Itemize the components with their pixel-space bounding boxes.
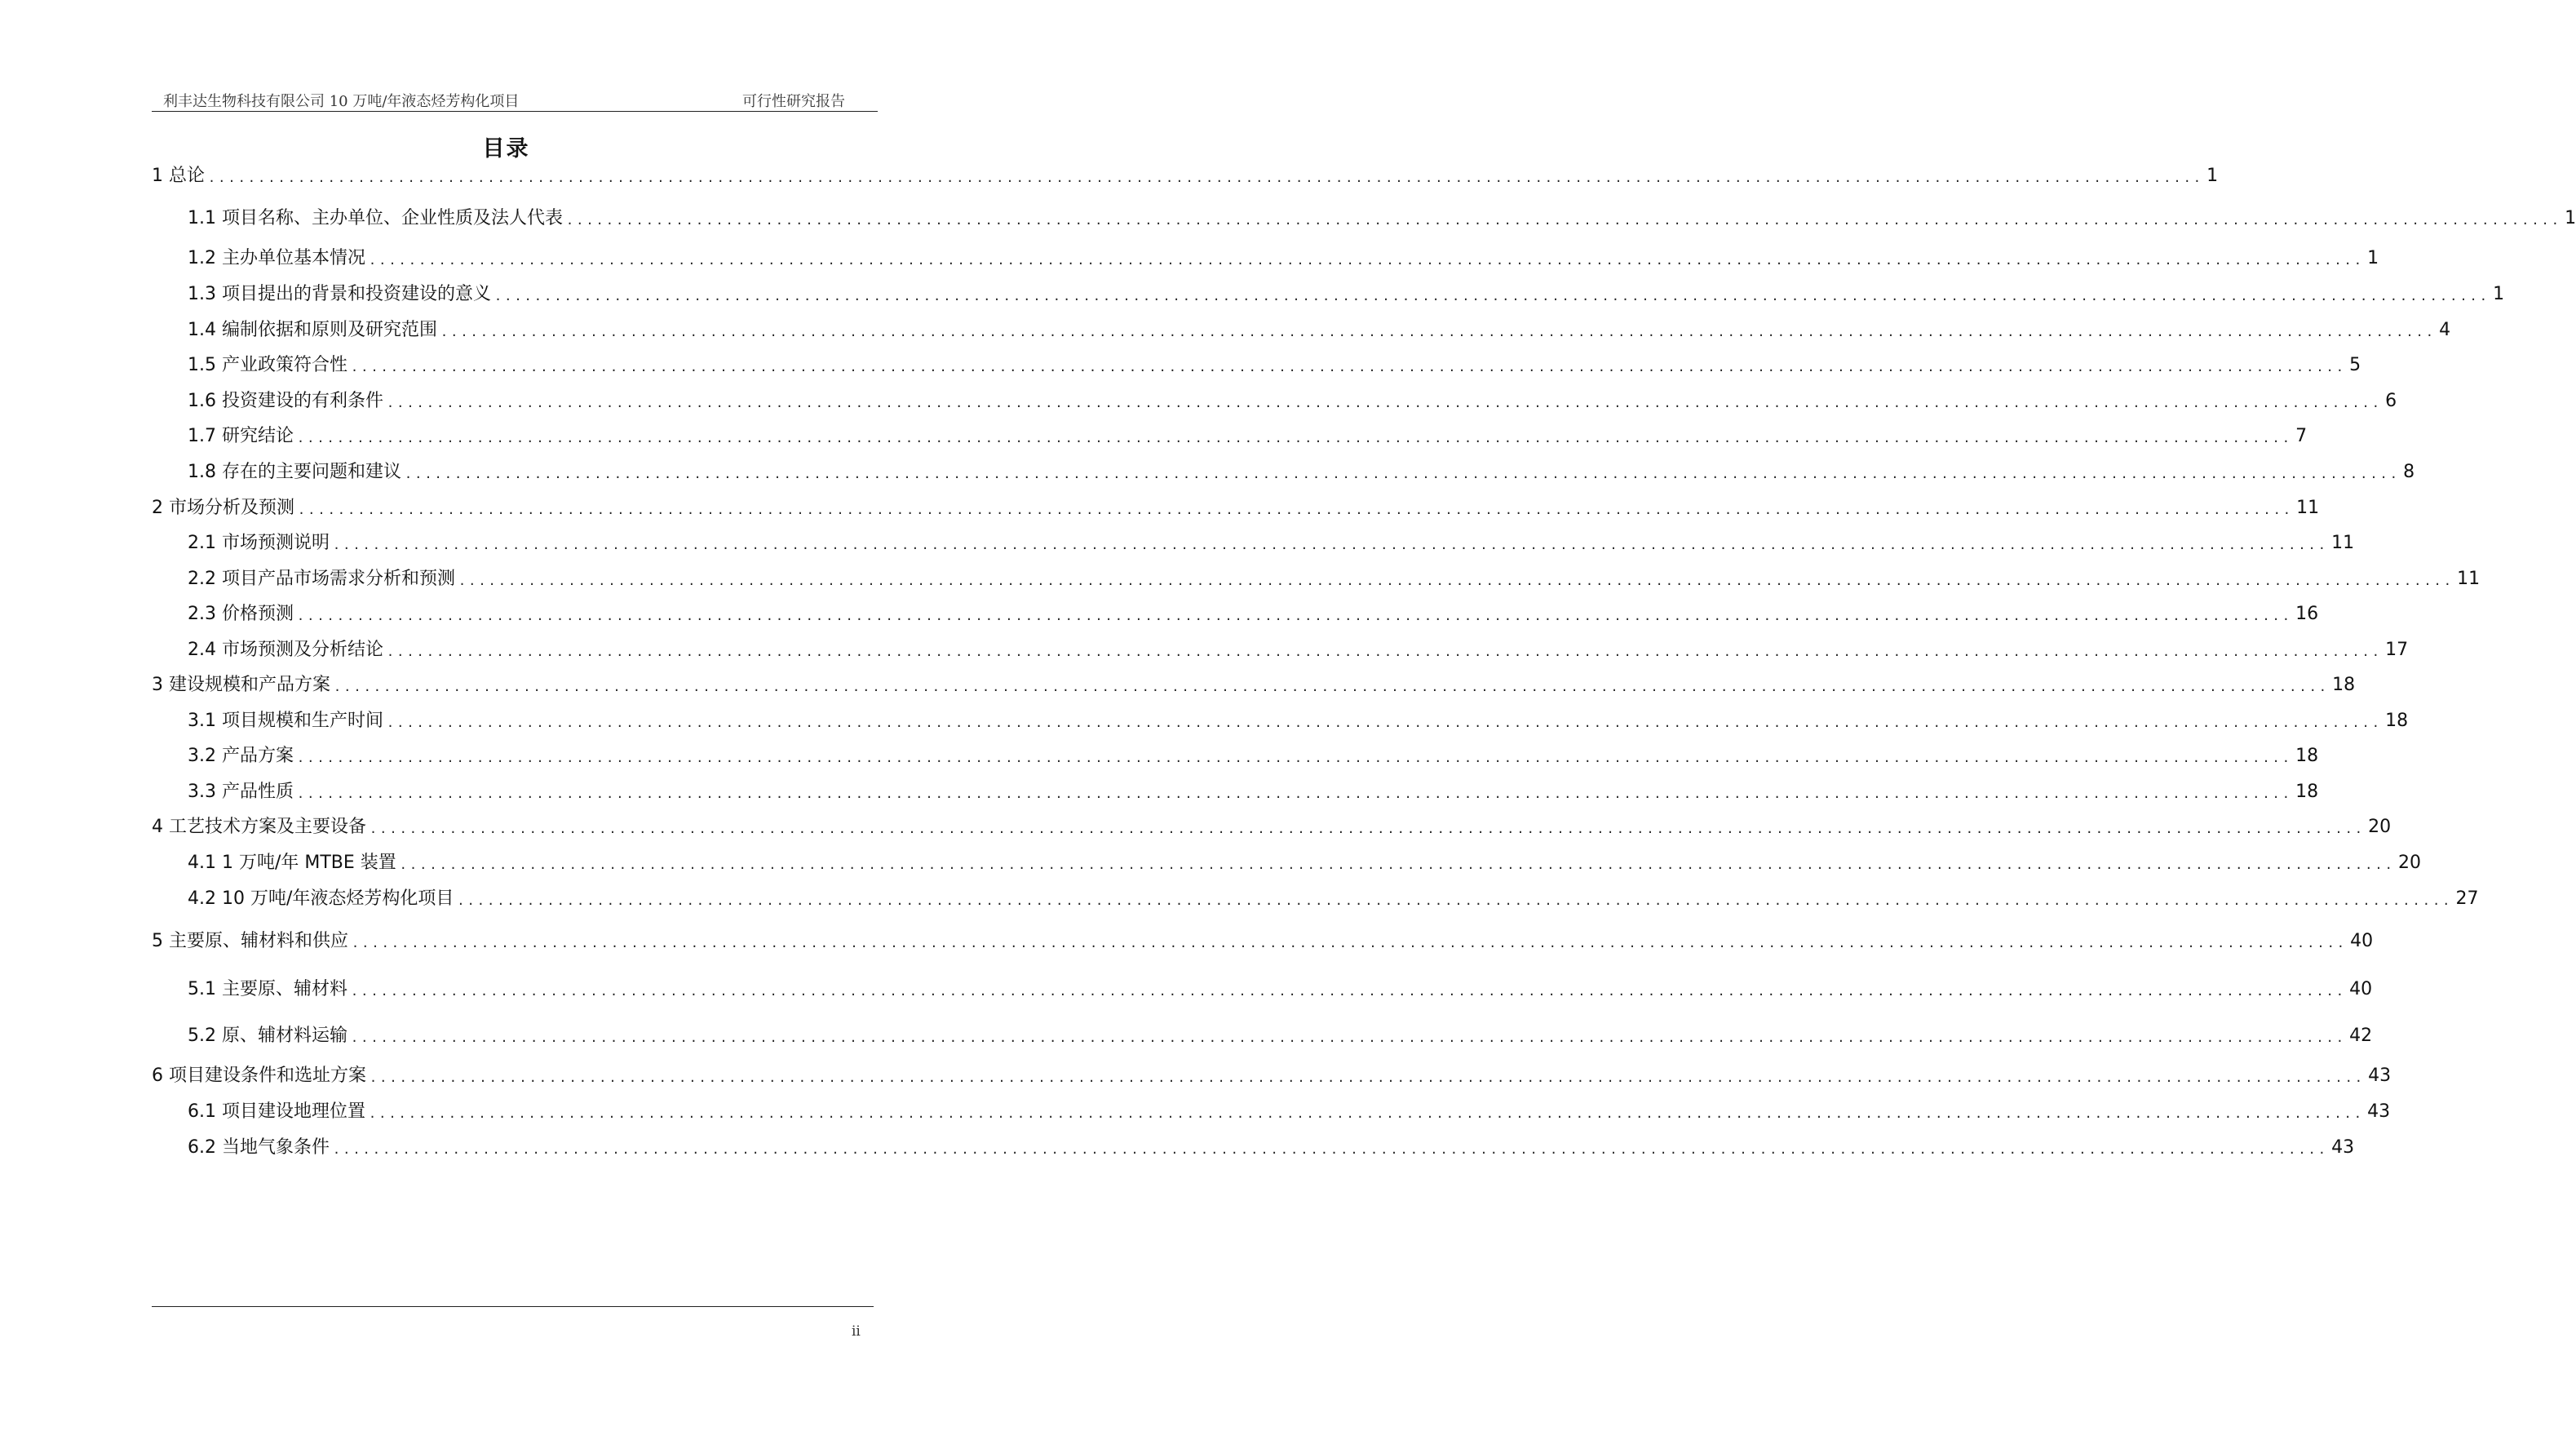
- toc-entry-page: 20: [2368, 817, 2392, 837]
- toc-entry[interactable]: [188, 281, 2505, 306]
- toc-leader-dots: ........................................................................................................................................................................................................: [386, 716, 2383, 730]
- toc-entry[interactable]: [188, 779, 2319, 804]
- toc-leader-dots: ........................................................................................................................................................................................................: [296, 751, 2293, 765]
- toc-entry[interactable]: [188, 886, 2479, 910]
- toc-entry-page: 5: [2349, 355, 2361, 375]
- toc-entry[interactable]: [188, 977, 2373, 1001]
- toc-entry[interactable]: [188, 1099, 2391, 1123]
- toc-entry-page: 11: [2457, 569, 2481, 589]
- toc-entry-label: 4.1 1 万吨/年 MTBE 装置: [188, 853, 396, 873]
- toc-entry-label: 2.4 市场预测及分析结论: [188, 640, 383, 660]
- toc-leader-dots: ........................................................................................................................................................................................................: [350, 984, 2347, 999]
- toc-entry-page: 43: [2331, 1137, 2355, 1158]
- toc-title: 目录: [482, 136, 530, 162]
- page-header: [152, 88, 878, 112]
- toc-entry[interactable]: [188, 566, 2481, 591]
- toc-entry-page: 1: [2367, 248, 2379, 268]
- toc-entry-label: 2.2 项目产品市场需求分析和预测: [188, 569, 455, 589]
- toc-entry[interactable]: [188, 206, 2576, 230]
- toc-entry-page: 4: [2439, 320, 2451, 340]
- toc-leader-dots: ........................................................................................................................................................................................................: [296, 786, 2293, 801]
- toc-leader-dots: ........................................................................................................................................................................................................: [370, 1070, 2366, 1085]
- toc-entry[interactable]: [188, 637, 2409, 662]
- toc-leader-dots: ........................................................................................................................................................................................................: [457, 893, 2453, 908]
- toc-entry[interactable]: [188, 850, 2421, 875]
- toc-entry-page: 27: [2455, 888, 2479, 909]
- toc-entry[interactable]: [188, 352, 2361, 377]
- toc-leader-dots: ........................................................................................................................................................................................................: [370, 822, 2366, 836]
- toc-entry-label: 3 建设规模和产品方案: [152, 675, 330, 695]
- toc-entry[interactable]: [188, 1135, 2355, 1159]
- toc-entry-label: 5.1 主要原、辅材料: [188, 979, 347, 999]
- toc-leader-dots: ........................................................................................................................................................................................................: [334, 680, 2330, 694]
- toc-entry-page: 1: [2493, 284, 2505, 304]
- toc-entry-label: 6.1 项目建设地理位置: [188, 1101, 365, 1122]
- toc-leader-dots: ........................................................................................................................................................................................................: [494, 289, 2490, 303]
- toc-entry-label: 5 主要原、辅材料和供应: [152, 931, 348, 951]
- toc-entry-label: 1.3 项目提出的背景和投资建设的意义: [188, 284, 491, 304]
- toc-leader-dots: ........................................................................................................................................................................................................: [332, 538, 2329, 552]
- toc-leader-dots: ........................................................................................................................................................................................................: [296, 431, 2293, 445]
- toc-entry-page: 18: [2332, 675, 2356, 695]
- toc-entry-label: 1.4 编制依据和原则及研究范围: [188, 320, 437, 340]
- toc-leader-dots: ........................................................................................................................................................................................................: [298, 503, 2294, 517]
- toc-entry[interactable]: [188, 601, 2319, 626]
- footer-divider: [152, 1306, 874, 1307]
- toc-entry-label: 1.6 投资建设的有利条件: [188, 391, 383, 411]
- toc-entry[interactable]: [188, 708, 2409, 733]
- toc-entry-page: 11: [2331, 533, 2355, 553]
- toc-entry[interactable]: [188, 530, 2355, 555]
- toc-entry-label: 2 市场分析及预测: [152, 498, 294, 518]
- toc-entry[interactable]: [152, 672, 2356, 697]
- page-number: ii: [852, 1323, 861, 1340]
- toc-entry-page: 40: [2349, 979, 2373, 999]
- toc-entry-label: 1.1 项目名称、主办单位、企业性质及法人代表: [188, 208, 563, 228]
- toc-leader-dots: ........................................................................................................................................................................................................: [399, 857, 2395, 872]
- toc-entry-label: 1 总论: [152, 166, 205, 186]
- toc-leader-dots: ........................................................................................................................................................................................................: [368, 1106, 2365, 1121]
- toc-entry[interactable]: [152, 163, 2219, 188]
- toc-entry-label: 2.3 价格预测: [188, 604, 294, 624]
- toc-entry[interactable]: [188, 246, 2379, 270]
- toc-entry-label: 2.1 市场预测说明: [188, 533, 330, 553]
- toc-entry-label: 3.3 产品性质: [188, 782, 294, 802]
- toc-entry-page: 16: [2295, 604, 2319, 624]
- toc-leader-dots: ........................................................................................................................................................................................................: [368, 253, 2365, 268]
- toc-leader-dots: ........................................................................................................................................................................................................: [208, 171, 2204, 185]
- toc-entry-label: 3.1 项目规模和生产时间: [188, 711, 383, 731]
- toc-entry[interactable]: [188, 743, 2319, 768]
- toc-entry-page: 42: [2349, 1026, 2373, 1046]
- toc-leader-dots: ........................................................................................................................................................................................................: [565, 213, 2562, 228]
- toc-leader-dots: ........................................................................................................................................................................................................: [332, 1142, 2329, 1157]
- toc-entry[interactable]: [188, 459, 2415, 484]
- toc-entry-page: 1: [2565, 208, 2576, 228]
- toc-leader-dots: ........................................................................................................................................................................................................: [458, 574, 2454, 588]
- toc-entry[interactable]: [152, 1063, 2392, 1088]
- toc-entry-label: 1.7 研究结论: [188, 426, 294, 446]
- toc-entry[interactable]: [188, 388, 2397, 413]
- header-project-title: 利丰达生物科技有限公司 10 万吨/年液态烃芳构化项目: [163, 93, 520, 110]
- header-report-type: 可行性研究报告: [742, 93, 845, 110]
- toc-entry-page: 7: [2295, 426, 2308, 446]
- toc-entry-page: 17: [2385, 640, 2409, 660]
- toc-leader-dots: ........................................................................................................................................................................................................: [386, 396, 2383, 410]
- toc-entry-label: 4 工艺技术方案及主要设备: [152, 817, 366, 837]
- toc-entry-page: 43: [2368, 1065, 2392, 1086]
- toc-leader-dots: ........................................................................................................................................................................................................: [296, 609, 2293, 623]
- toc-entry-page: 40: [2350, 931, 2374, 951]
- toc-entry-label: 3.2 产品方案: [188, 746, 294, 766]
- toc-entry-page: 1: [2206, 166, 2219, 186]
- toc-entry-page: 18: [2295, 782, 2319, 802]
- toc-entry-label: 5.2 原、辅材料运输: [188, 1026, 347, 1046]
- toc-entry-page: 11: [2296, 498, 2320, 518]
- toc-entry-label: 1.2 主办单位基本情况: [188, 248, 365, 268]
- toc-entry-label: 1.8 存在的主要问题和建议: [188, 462, 401, 482]
- toc-entry[interactable]: [152, 928, 2374, 953]
- toc-entry-page: 18: [2295, 746, 2319, 766]
- toc-entry-label: 6.2 当地气象条件: [188, 1137, 330, 1158]
- toc-leader-dots: ........................................................................................................................................................................................................: [404, 467, 2401, 481]
- toc-entry[interactable]: [188, 1023, 2373, 1048]
- toc-entry-page: 18: [2385, 711, 2409, 731]
- toc-entry-page: 6: [2385, 391, 2397, 411]
- toc-entry-page: 8: [2403, 462, 2415, 482]
- toc-entry-label: 6 项目建设条件和选址方案: [152, 1065, 366, 1086]
- toc-leader-dots: ........................................................................................................................................................................................................: [440, 325, 2437, 339]
- toc-leader-dots: ........................................................................................................................................................................................................: [352, 936, 2348, 950]
- toc-entry[interactable]: [152, 495, 2320, 520]
- toc-entry-page: 20: [2397, 853, 2421, 873]
- toc-entry[interactable]: [188, 423, 2308, 448]
- toc-entry[interactable]: [188, 317, 2451, 342]
- toc-leader-dots: ........................................................................................................................................................................................................: [386, 645, 2383, 659]
- toc-entry-label: 1.5 产业政策符合性: [188, 355, 347, 375]
- toc-leader-dots: ........................................................................................................................................................................................................: [350, 1030, 2347, 1045]
- toc-entry-page: 43: [2367, 1101, 2391, 1122]
- toc-leader-dots: ........................................................................................................................................................................................................: [350, 360, 2347, 374]
- toc-entry[interactable]: [152, 814, 2392, 839]
- toc-entry-label: 4.2 10 万吨/年液态烃芳构化项目: [188, 888, 454, 909]
